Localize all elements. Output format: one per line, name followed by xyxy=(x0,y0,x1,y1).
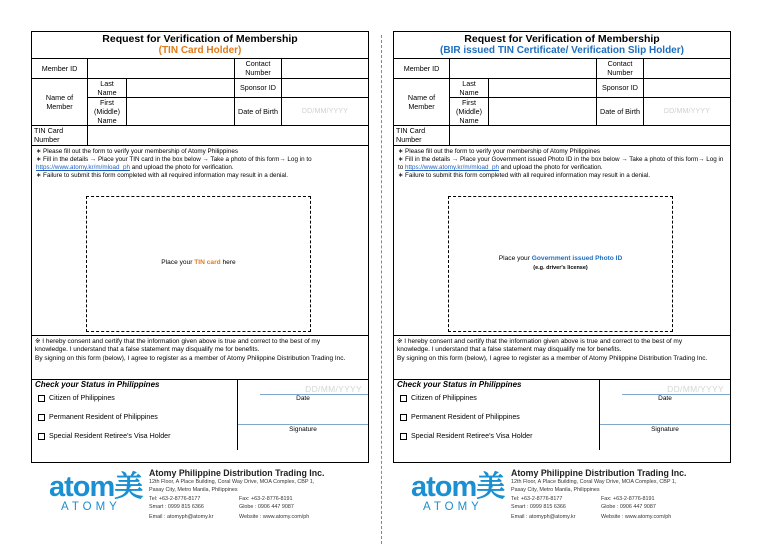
last-name-field[interactable] xyxy=(127,78,235,97)
first-name-field[interactable] xyxy=(127,97,235,125)
dob-placeholder: DD/MM/YYYY xyxy=(301,108,349,115)
instruction-line: ∗ Fill in the details → Place your Government issued Photo ID in the box below → Take a photo of this form→ Log in to https://www.atomy.kr/m/mload_ph and upload the photo for verification. xyxy=(398,155,724,172)
contact-number-label: Contact Number xyxy=(597,59,644,78)
date-label: Date xyxy=(658,394,672,402)
signature-label: Signature xyxy=(651,425,679,433)
date-placeholder: DD/MM/YYYY xyxy=(305,383,362,394)
tel: Tel: +63-2-8776-8177 xyxy=(149,496,201,502)
atomy-logo: atom美 ATOMY xyxy=(411,471,505,513)
instruction-line: ∗ Please fill out the form to verify your membership of Atomy Philippines xyxy=(36,147,238,155)
tin-number-label: TIN Card Number xyxy=(394,125,450,145)
fax: Fax: +63-2-8776-8191 xyxy=(239,496,293,502)
signature-area xyxy=(600,380,730,450)
form-title-block xyxy=(394,32,730,59)
sponsor-id-field[interactable] xyxy=(644,78,731,97)
name-of-member-label: Name of Member xyxy=(32,78,88,125)
option-permanent-resident[interactable]: Permanent Resident of Philippines xyxy=(32,408,237,427)
form-bir-tin-certificate-holder xyxy=(393,31,731,463)
date-of-birth-field[interactable] xyxy=(644,97,731,125)
form-title-block xyxy=(32,32,368,59)
website: Website : www.atomy.com/ph xyxy=(601,514,672,520)
company-footer xyxy=(31,466,371,526)
address-line: 12th Floor, A Place Building, Coral Way Drive, MOA Complex, CBP 1, xyxy=(149,479,315,485)
checkbox[interactable] xyxy=(400,433,407,440)
tin-number-field[interactable] xyxy=(88,125,369,145)
contact-number-field[interactable] xyxy=(282,59,369,78)
date-label: Date xyxy=(296,394,310,402)
signature-line[interactable] xyxy=(600,424,730,425)
date-of-birth-label: Date of Birth xyxy=(235,97,282,125)
last-name-label: Last Name xyxy=(88,78,127,97)
atomy-logo: atom美 ATOMY xyxy=(49,471,143,513)
dob-placeholder: DD/MM/YYYY xyxy=(663,108,711,115)
name-of-member-label: Name of Member xyxy=(394,78,450,125)
photo-box-example: (e.g. driver's license) xyxy=(533,264,588,271)
status-heading: Check your Status in Philippines xyxy=(35,379,160,389)
smart-number: Smart : 0999 815 6366 xyxy=(149,503,204,510)
address-line: 12th Floor, A Place Building, Coral Way Drive, MOA Complex, CBP 1, xyxy=(511,479,677,485)
member-id-label: Member ID xyxy=(394,59,450,78)
date-placeholder: DD/MM/YYYY xyxy=(667,383,724,394)
tin-number-label: TIN Card Number xyxy=(32,125,88,145)
company-name: Atomy Philippine Distribution Trading Inc. xyxy=(511,468,687,478)
fax: Fax: +63-2-8776-8191 xyxy=(601,496,655,502)
option-citizen[interactable]: Citizen of Philippines xyxy=(32,389,237,408)
contact-number-label: Contact Number xyxy=(235,59,282,78)
status-section xyxy=(32,379,368,450)
last-name-label: Last Name xyxy=(450,78,489,97)
checkbox[interactable] xyxy=(38,395,45,402)
photo-box-text: Place your Government issued Photo ID xyxy=(498,255,623,263)
cut-line xyxy=(381,35,382,544)
member-info-table xyxy=(32,59,368,146)
member-id-label: Member ID xyxy=(32,59,88,78)
form-subtitle: (TIN Card Holder) xyxy=(158,45,242,56)
company-info xyxy=(149,468,371,522)
checkbox[interactable] xyxy=(38,433,45,440)
website: Website : www.atomy.com/ph xyxy=(239,514,310,520)
address-line: Pasay City, Metro Manila, Philippines xyxy=(511,486,600,493)
instructions xyxy=(32,146,368,336)
form-title: Request for Verification of Membership xyxy=(464,33,660,45)
member-info-table xyxy=(394,59,730,146)
first-name-label: First (Middle) Name xyxy=(450,97,489,125)
upload-link[interactable]: https://www.atomy.kr/m/mload_ph xyxy=(405,164,500,172)
instructions xyxy=(394,146,730,336)
email: Email : atomyph@atomy.kr xyxy=(149,514,214,520)
option-permanent-resident[interactable]: Permanent Resident of Philippines xyxy=(394,408,599,427)
checkbox[interactable] xyxy=(400,395,407,402)
option-retiree-visa[interactable]: Special Resident Retiree's Visa Holder xyxy=(32,427,237,446)
signature-area xyxy=(238,380,368,450)
tel: Tel: +63-2-8776-8177 xyxy=(511,496,563,502)
instruction-line: ∗ Fill in the details → Place your TIN card in the box below → Take a photo of this form→ Log in to https://www.atomy.kr/m/mload_ph and upload the photo for verification. xyxy=(36,155,312,172)
status-heading: Check your Status in Philippines xyxy=(397,379,522,389)
globe-number: Globe : 0906 447 9087 xyxy=(239,503,294,510)
smart-number: Smart : 0999 815 6366 xyxy=(511,503,566,510)
signature-label: Signature xyxy=(289,425,317,433)
checkbox[interactable] xyxy=(38,414,45,421)
photo-placement-box xyxy=(448,196,673,332)
status-options xyxy=(394,380,600,450)
contact-number-field[interactable] xyxy=(644,59,731,78)
email: Email : atomyph@atomy.kr xyxy=(511,514,576,520)
instruction-line: ∗ Failure to submit this form completed with all required information may result in a denial. xyxy=(36,172,289,180)
checkbox[interactable] xyxy=(400,414,407,421)
first-name-field[interactable] xyxy=(489,97,597,125)
sponsor-id-field[interactable] xyxy=(282,78,369,97)
tin-number-field[interactable] xyxy=(450,125,731,145)
status-options xyxy=(32,380,238,450)
form-subtitle: (BIR issued TIN Certificate/ Verification Slip Holder) xyxy=(440,45,684,56)
sponsor-id-label: Sponsor ID xyxy=(597,78,644,97)
member-id-field[interactable] xyxy=(88,59,235,78)
consent-statement: ※ I hereby consent and certify that the information given above is true and correct to the best of my knowledge. I understand that a false statement may disqualify me for benefits. By signing on this form (below), I agree to register as a member of Atomy Philippine Distribution Trading Inc. xyxy=(35,337,346,362)
date-of-birth-label: Date of Birth xyxy=(597,97,644,125)
form-tin-card-holder xyxy=(31,31,369,463)
last-name-field[interactable] xyxy=(489,78,597,97)
instruction-line: ∗ Please fill out the form to verify your membership of Atomy Philippines xyxy=(398,147,600,155)
company-footer xyxy=(393,466,733,526)
instruction-line: ∗ Failure to submit this form completed with all required information may result in a denial. xyxy=(398,172,651,180)
upload-link[interactable]: https://www.atomy.kr/m/mload_ph xyxy=(36,164,131,172)
option-citizen[interactable]: Citizen of Philippines xyxy=(394,389,599,408)
company-info xyxy=(511,468,733,522)
globe-number: Globe : 0906 447 9087 xyxy=(601,503,656,510)
signature-line[interactable] xyxy=(238,424,368,425)
sponsor-id-label: Sponsor ID xyxy=(235,78,282,97)
form-title: Request for Verification of Membership xyxy=(102,33,298,45)
consent-statement: ※ I hereby consent and certify that the information given above is true and correct to the best of my knowledge. I understand that a false statement may disqualify me for benefits. By signing on this form (below), I agree to register as a member of Atomy Philippine Distribution Trading Inc. xyxy=(397,337,708,362)
address-line: Pasay City, Metro Manila, Philippines xyxy=(149,486,238,493)
first-name-label: First (Middle) Name xyxy=(88,97,127,125)
status-section xyxy=(394,379,730,450)
option-retiree-visa[interactable]: Special Resident Retiree's Visa Holder xyxy=(394,427,599,446)
photo-placement-box xyxy=(86,196,311,332)
date-of-birth-field[interactable] xyxy=(282,97,369,125)
company-name: Atomy Philippine Distribution Trading Inc. xyxy=(149,468,325,478)
member-id-field[interactable] xyxy=(450,59,597,78)
photo-box-text: Place your TIN card here xyxy=(161,259,236,267)
